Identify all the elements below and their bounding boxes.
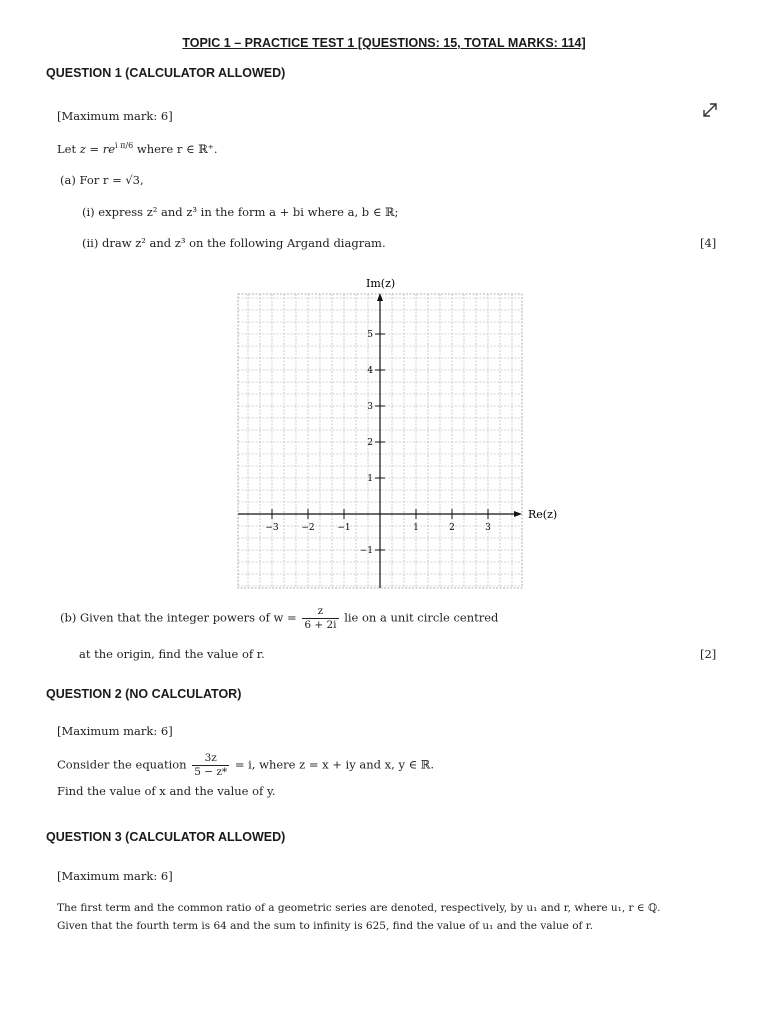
question-1-max-mark: [Maximum mark: 6]: [57, 109, 173, 123]
x-tick-label: −1: [337, 523, 351, 533]
let-expression: z = re: [79, 141, 116, 156]
x-tick-label: 2: [449, 523, 455, 533]
page-title: TOPIC 1 – PRACTICE TEST 1 [QUESTIONS: 15, TOTAL MARKS: 114]: [182, 36, 586, 50]
question-2-line2: Find the value of x and the value of y.: [57, 784, 276, 798]
equation-prefix: Consider the equation: [57, 757, 187, 772]
question-2-heading: QUESTION 2 (NO CALCULATOR): [46, 687, 242, 701]
tick-labels: [265, 330, 491, 556]
let-suffix: where r ∈ ℝ⁺.: [136, 141, 218, 156]
question-1-heading: QUESTION 1 (CALCULATOR ALLOWED): [46, 66, 286, 80]
equation-numerator: 3z: [204, 752, 217, 764]
question-1-let: [57, 141, 217, 156]
question-1-part-b: [60, 605, 498, 632]
y-tick-label: 4: [367, 366, 373, 376]
argand-diagram: [230, 272, 570, 592]
question-1-part-a-marks: [4]: [700, 236, 717, 250]
question-1-part-b-marks: [2]: [700, 647, 717, 661]
question-2-equation: [57, 752, 434, 779]
equation-fraction: [192, 752, 229, 779]
question-1-part-a-ii: (ii) draw z² and z³ on the following Argand diagram.: [82, 236, 386, 250]
x-tick-label: 3: [485, 523, 491, 533]
im-axis-label: Im(z): [366, 277, 396, 290]
part-b-numerator: z: [317, 605, 324, 617]
question-3-max-mark: [Maximum mark: 6]: [57, 869, 173, 883]
y-tick-label: 3: [367, 402, 373, 412]
y-tick-label: 1: [367, 474, 373, 484]
question-1-part-a-i: (i) express z² and z³ in the form a + bi where a, b ∈ ℝ;: [82, 205, 399, 219]
question-3-line2: Given that the fourth term is 64 and the sum to infinity is 625, find the value of u₁ and the value of r.: [57, 920, 593, 932]
let-prefix: Let: [57, 141, 77, 156]
x-tick-label: −3: [265, 523, 279, 533]
question-2-max-mark: [Maximum mark: 6]: [57, 724, 173, 738]
real-axis-arrow: [514, 511, 522, 517]
let-exponent: i π/6: [115, 141, 134, 150]
y-tick-label: 2: [367, 438, 373, 448]
equation-denominator: 5 − z*: [194, 766, 228, 778]
question-3-line1: The first term and the common ratio of a geometric series are denoted, respectively, by u₁ and r, where u₁, r ∈ ℚ.: [57, 902, 661, 914]
part-b-fraction: [302, 605, 338, 632]
re-axis-label: Re(z): [528, 508, 558, 521]
y-tick-label: 5: [367, 330, 373, 340]
question-3-heading: QUESTION 3 (CALCULATOR ALLOWED): [46, 830, 286, 844]
part-b-denominator: 6 + 2i: [304, 619, 337, 631]
x-tick-label: −2: [301, 523, 315, 533]
part-b-prefix: (b) Given that the integer powers of w =: [60, 610, 297, 625]
argand-diagram-svg: [230, 272, 570, 592]
x-tick-label: 1: [413, 523, 419, 533]
part-b-suffix: lie on a unit circle centred: [344, 610, 499, 625]
question-1-part-b-line2: at the origin, find the value of r.: [79, 647, 265, 661]
expand-diagonal-icon[interactable]: [700, 100, 720, 120]
y-tick-label: −1: [359, 546, 373, 556]
question-1-part-a: (a) For r = √3,: [60, 173, 144, 187]
equation-suffix: = i, where z = x + iy and x, y ∈ ℝ.: [234, 757, 435, 772]
